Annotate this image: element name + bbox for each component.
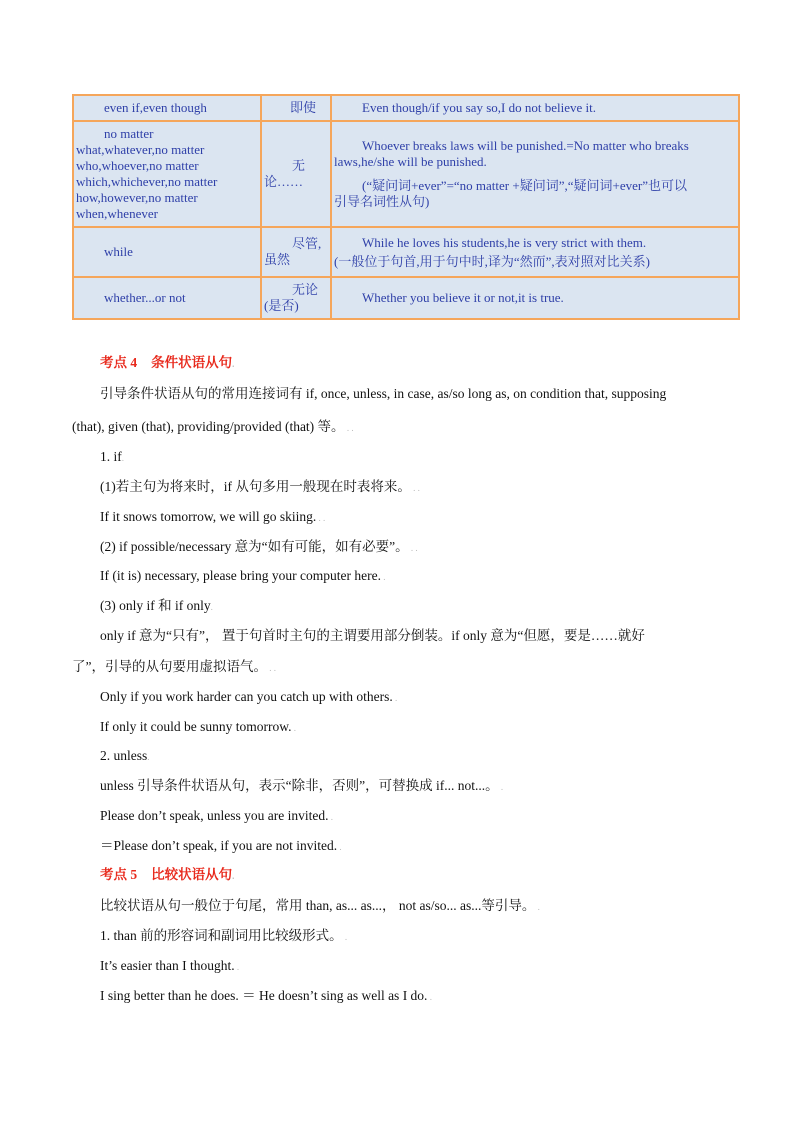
- paragraph-text: ＝Please don’t speak, if you are not invited.: [100, 838, 338, 853]
- conj-text: which,whichever,no matter: [76, 174, 218, 189]
- table-row: [73, 277, 739, 319]
- paragraph: (that), given (that), providing/provided (that) 等。 . .: [72, 419, 354, 434]
- paragraph: 1. if.: [100, 449, 124, 464]
- paragraph-text: 1. than 前的形容词和副词用比较级形式。: [100, 928, 343, 943]
- paragraph-text: unless 引导条件状语从句，表示“除非，否则”，可替换成 if... not...。: [100, 778, 499, 793]
- meaning-text: 即使: [290, 100, 317, 115]
- meaning-text: 论……: [264, 174, 304, 189]
- meaning-cell: [261, 277, 331, 319]
- conj-cell: [73, 95, 261, 121]
- example-sentence: Please don’t speak, unless you are invited. .: [100, 808, 333, 823]
- example-cell: [331, 277, 739, 319]
- example-sentence: If only it could be sunny tomorrow. .: [100, 719, 296, 734]
- example-text: laws,he/she will be punished.: [334, 154, 487, 169]
- example-text: Even though/if you say so,I do not believe it.: [362, 100, 596, 115]
- paragraph: only if 意为“只有”， 置于句首时主句的主谓要用部分倒装。if only 意为“但愿，要是……就好: [100, 628, 645, 643]
- paragraph-text: Please don’t speak, unless you are invited.: [100, 808, 329, 823]
- example-text: Whether you believe it or not,it is true.: [362, 290, 564, 305]
- meaning-cell: [261, 121, 331, 227]
- conj-text: when,whenever: [76, 206, 158, 221]
- section-5-heading: 考点 5 比较状语从句.: [100, 867, 235, 882]
- paragraph-text: (1)若主句为将来时，if 从句多用一般现在时表将来。: [100, 479, 411, 494]
- example-cell: [331, 95, 739, 121]
- paragraph-text: 2. unless: [100, 748, 148, 763]
- meaning-cell: [261, 95, 331, 121]
- meaning-text: 虽然: [264, 252, 291, 267]
- paragraph-text: 比较状语从句一般位于句尾，常用 than, as... as...， not as/so... as...等引导。: [100, 898, 536, 913]
- meaning-text: 无: [292, 158, 306, 173]
- paragraph: 了”，引导的从句要用虚拟语气。 . .: [72, 659, 276, 674]
- section-title: 条件状语从句: [151, 355, 233, 370]
- paragraph-text: It’s easier than I thought.: [100, 958, 235, 973]
- meaning-text: (是否): [264, 298, 299, 313]
- meaning-text: 尽管,: [292, 236, 322, 251]
- conj-text: no matter: [104, 126, 154, 141]
- example-text: (“疑问词+ever”=“no matter +疑问词”,“疑问词+ever”也可以: [362, 178, 687, 193]
- section-number: 考点 5: [100, 867, 138, 882]
- paragraph: 1. than 前的形容词和副词用比较级形式。 .: [100, 928, 348, 943]
- table-row: [73, 227, 739, 277]
- paragraph: (2) if possible/necessary 意为“如有可能，如有必要”。 . .: [100, 539, 418, 554]
- conj-cell: [73, 121, 261, 227]
- conj-cell: [73, 277, 261, 319]
- meaning-text: 无论: [292, 282, 319, 297]
- paragraph-text: (3) only if 和 if only: [100, 598, 211, 613]
- conj-text: while: [104, 244, 133, 259]
- meaning-cell: [261, 227, 331, 277]
- paragraph-text: I sing better than he does. ＝ He doesn’t sing as well as I do.: [100, 988, 428, 1003]
- example-text: 引导名词性从句): [334, 194, 430, 209]
- section-title: 比较状语从句: [151, 867, 233, 882]
- conj-text: what,whatever,no matter: [76, 142, 205, 157]
- example-sentence: I sing better than he does. ＝ He doesn’t sing as well as I do. .: [100, 988, 432, 1003]
- paragraph-text: If (it is) necessary, please bring your computer here.: [100, 568, 382, 583]
- paragraph-text: (that), given (that), providing/provided (that) 等。: [72, 419, 345, 434]
- example-sentence: If (it is) necessary, please bring your computer here. .: [100, 568, 386, 583]
- table-row: [73, 121, 739, 227]
- paragraph: (1)若主句为将来时，if 从句多用一般现在时表将来。 . .: [100, 479, 420, 494]
- paragraph-text: (2) if possible/necessary 意为“如有可能，如有必要”。: [100, 539, 409, 554]
- conj-cell: [73, 227, 261, 277]
- paragraph: 2. unless.: [100, 748, 150, 763]
- example-cell: [331, 121, 739, 227]
- paragraph: 比较状语从句一般位于句尾，常用 than, as... as...， not as/so... as...等引导。 .: [100, 898, 540, 913]
- conjunction-table: [72, 94, 740, 320]
- section-number: 考点 4: [100, 355, 138, 370]
- conj-text: who,whoever,no matter: [76, 158, 199, 173]
- example-sentence: It’s easier than I thought. .: [100, 958, 240, 973]
- table-row: [73, 95, 739, 121]
- example-sentence: If it snows tomorrow, we will go skiing. . .: [100, 509, 326, 524]
- paragraph: unless 引导条件状语从句，表示“除非，否则”，可替换成 if... not...。 .: [100, 778, 504, 793]
- example-sentence: Only if you work harder can you catch up with others. .: [100, 689, 398, 704]
- example-text: Whoever breaks laws will be punished.=No matter who breaks: [362, 138, 689, 153]
- paragraph-text: If it snows tomorrow, we will go skiing.: [100, 509, 317, 524]
- example-sentence: ＝Please don’t speak, if you are not invited. .: [100, 838, 342, 853]
- section-4-heading: 考点 4 条件状语从句.: [100, 355, 235, 370]
- paragraph-text: 了”，引导的从句要用虚拟语气。: [72, 659, 267, 674]
- paragraph-text: If only it could be sunny tomorrow.: [100, 719, 292, 734]
- paragraph: (3) only if 和 if only.: [100, 598, 213, 613]
- example-text: While he loves his students,he is very strict with them.: [362, 234, 647, 250]
- example-text: (一般位于句首,用于句中时,译为“然而”,表对照对比关系): [334, 253, 650, 269]
- paragraph-text: 1. if: [100, 449, 122, 464]
- conj-text: whether...or not: [104, 290, 186, 305]
- conj-text: how,however,no matter: [76, 190, 198, 205]
- example-cell: [331, 227, 739, 277]
- paragraph: 引导条件状语从句的常用连接词有 if, once, unless, in case, as/so long as, on condition that, supposing: [100, 386, 667, 401]
- conj-text: even if,even though: [104, 100, 207, 115]
- paragraph-text: Only if you work harder can you catch up with others.: [100, 689, 393, 704]
